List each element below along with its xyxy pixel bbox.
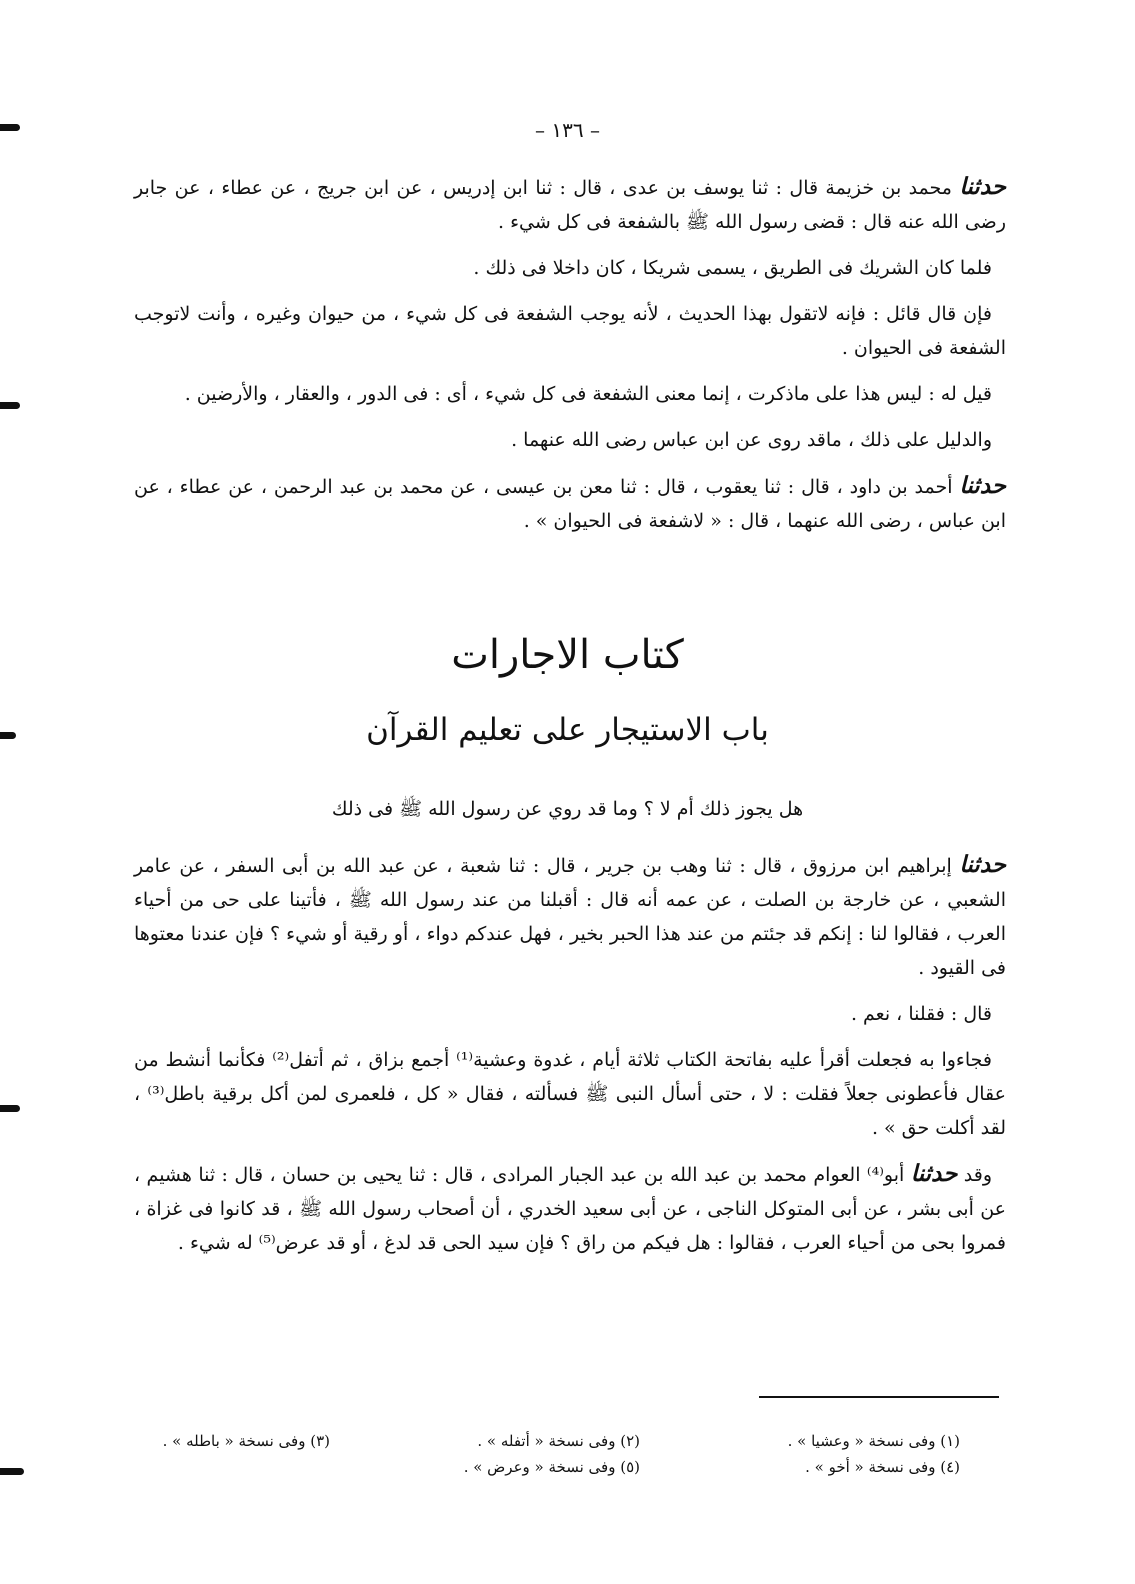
footnote-2: (٢) وفى نسخة « أتفله » . xyxy=(477,1432,640,1450)
paragraph-text: أحمد بن داود ، قال : ثنا يعقوب ، قال : ثنا معن بن عيسى ، عن محمد بن عبد الرحمن ، عن عطاء ، عن ابن عباس ، رضى الله عنهما ، قال : « لاشفعة فى الحيوان » . xyxy=(134,476,1006,532)
bottom-text-block xyxy=(134,848,1006,1272)
footnote-4: (٤) وفى نسخة « أخو » . xyxy=(805,1458,960,1476)
paragraph-text: أبو⁽⁴⁾ العوام محمد بن عبد الله بن عبد الجبار المرادى ، قال : ثنا يحيى بن حسان ، قال : ثنا هشيم ، عن أبى بشر ، عن أبى المتوكل الناجى ، عن أبى سعيد الخدري ، أن أصحاب رسول الله ﷺ ، قد كانوا فى غزاة ، فمروا بحى من أحياء العرب ، فقالوا : هل فيكم من راق ؟ فإن سيد الحى قد لدغ ، أو قد عرض⁽⁵⁾ له شيء . xyxy=(134,1164,1006,1254)
paragraph-text: إبراهيم ابن مرزوق ، قال : ثنا وهب بن جرير ، قال : ثنا شعبة ، عن عبد الله بن أبى السفر ، عن عامر الشعبي ، عن خارجة بن الصلت ، عن عمه أنه قال : أقبلنا من عند رسول الله ﷺ ، فأتينا على حى من أحياء العرب ، فقالوا لنا : إنكم قد جئتم من عند هذا الحبر بخير ، فهل عندكم دواء ، أو رقية أو شيء ؟ فإن عندنا معتوها فى القيود . xyxy=(134,855,1006,979)
footnote-divider xyxy=(759,1396,999,1398)
footnote-1: (١) وفى نسخة « وعشيا » . xyxy=(787,1432,960,1450)
page-number: – ١٣٦ – xyxy=(535,118,600,142)
paragraph xyxy=(134,848,1006,985)
chapter-question: هل يجوز ذلك أم لا ؟ وما قد روي عن رسول الله ﷺ فى ذلك xyxy=(331,798,804,820)
paragraph xyxy=(134,1157,1006,1260)
paragraph: فلما كان الشريك فى الطريق ، يسمى شريكا ، كان داخلا فى ذلك . xyxy=(473,257,992,279)
chapter-title: باب الاستيجار على تعليم القرآن xyxy=(366,712,769,748)
binding-mark xyxy=(0,402,20,409)
book-title: كتاب الاجارات xyxy=(451,632,684,678)
paragraph: قال : فقلنا ، نعم . xyxy=(850,1003,992,1025)
binding-mark xyxy=(0,1105,20,1112)
hadith-lead-word: حدثنا xyxy=(910,1160,958,1187)
paragraph xyxy=(134,170,1006,239)
paragraph: قيل له : ليس هذا على ماذكرت ، إنما معنى الشفعة فى كل شيء ، أى : فى الدور ، والعقار ، والأرضين . xyxy=(184,383,992,405)
hadith-lead-word: حدثنا xyxy=(959,472,1006,499)
hadith-lead-word: حدثنا xyxy=(959,851,1006,878)
paragraph: فجاءوا به فجعلت أقرأ عليه بفاتحة الكتاب ثلاثة أيام ، غدوة وعشية⁽¹⁾ أجمع بزاق ، ثم أتفل⁽²⁾ فكأنما أنشط من عقال فأعطونى جعلاً فقلت : لا ، حتى أسأل النبى ﷺ فسألته ، فقال « كل ، فلعمرى لمن أكل برقية باطل⁽³⁾ ، لقد أكلت حق » . xyxy=(134,1049,1007,1139)
paragraph xyxy=(134,469,1006,538)
paragraph-prefix: وقد xyxy=(963,1164,992,1186)
footnote-3: (٣) وفى نسخة « باطله » . xyxy=(162,1432,330,1450)
footnote-5: (٥) وفى نسخة « وعرض » . xyxy=(463,1458,640,1476)
top-text-block xyxy=(134,170,1006,550)
paragraph: فإن قال قائل : فإنه لاتقول بهذا الحديث ، لأنه يوجب الشفعة فى كل شيء ، من حيوان وغيره ، وأنت لاتوجب الشفعة فى الحيوان . xyxy=(134,303,1006,359)
binding-mark xyxy=(0,1468,24,1475)
paragraph-text: محمد بن خزيمة قال : ثنا يوسف بن عدى ، قال : ثنا ابن إدريس ، عن ابن جريج ، عن عطاء ، عن جابر رضى الله عنه قال : قضى رسول الله ﷺ بالشفعة فى كل شيء . xyxy=(134,177,1006,233)
paragraph: والدليل على ذلك ، ماقد روى عن ابن عباس رضى الله عنهما . xyxy=(511,429,992,451)
hadith-lead-word: حدثنا xyxy=(959,173,1006,200)
